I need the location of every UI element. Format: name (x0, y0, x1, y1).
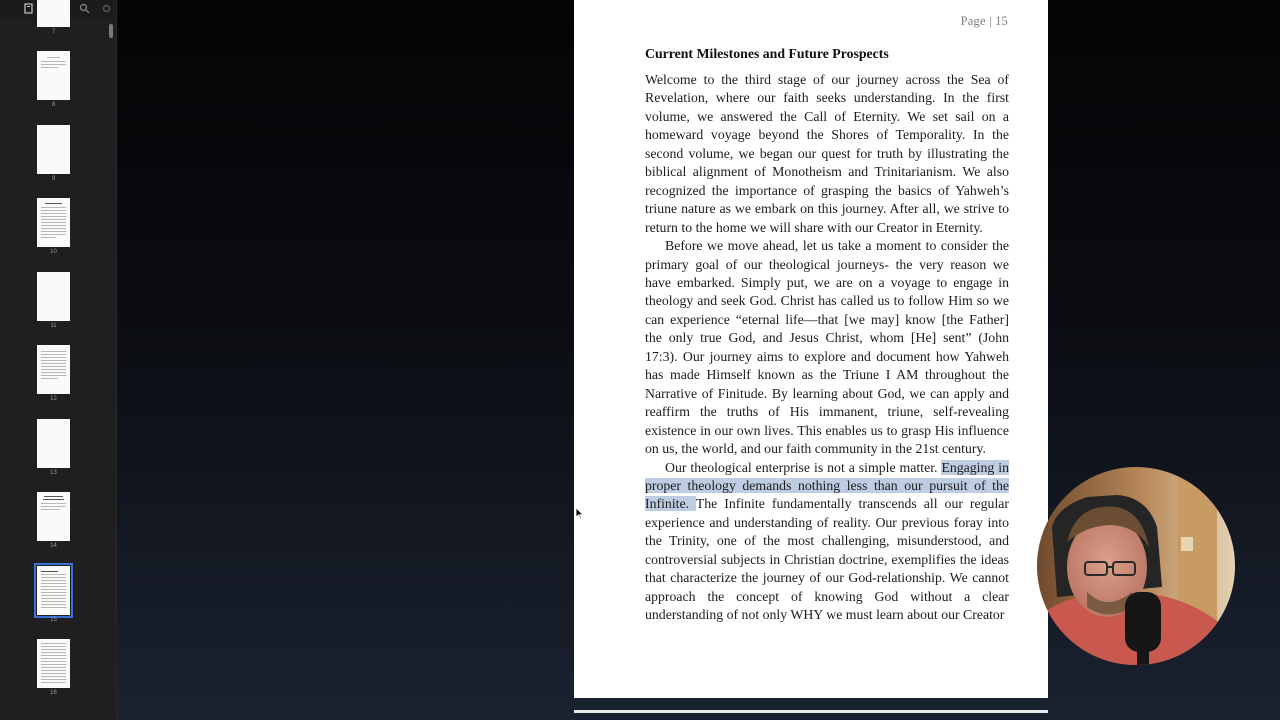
thumbnail-label: 15 (50, 617, 57, 623)
page-thumbnail-7[interactable] (37, 0, 70, 27)
document-page[interactable] (574, 0, 1048, 698)
presenter-video (1037, 467, 1235, 665)
page-thumbnail-14[interactable] (37, 492, 70, 541)
page-thumbnail-12[interactable] (37, 345, 70, 394)
thumbnail-sidebar (0, 0, 117, 720)
paragraph[interactable]: Before we move ahead, let us take a moment to consider the primary goal of our theological journeys- the very reason we have embarked. Simply put, we are on a voyage to engage in theology and seek God. Christ has called us to follow Him so we can experience “eternal life—that [we may] know [the Father] the only true God, and Jesus Christ, whom [He] sent” (John 17:3). Our journey aims to explore and document how Yahweh has made Himself known as the Triune I AM throughout the Narrative of Finitude. By learning about God, we can apply and reaffirm the truths of His immanent, triune, self-revealing existence in our own lives. This enables us to grasp His influence on us, the world, and our faith community in the 21st century. (645, 238, 1009, 457)
page-body[interactable] (645, 71, 1009, 625)
page-thumbnail-11[interactable] (37, 272, 70, 321)
sidebar-scrollbar[interactable] (109, 24, 113, 38)
thumbnail-label: 13 (50, 470, 57, 476)
thumbnail-label: 16 (50, 690, 57, 696)
thumbnail-label: 9 (51, 176, 56, 182)
thumbnail-label: 12 (50, 396, 57, 402)
page-thumbnail-16[interactable] (37, 639, 70, 688)
thumbnail-label: 14 (50, 543, 57, 549)
thumbnail-label: 10 (50, 249, 57, 255)
paragraph-text: The Infinite fundamentally transcends all our regular experience and understanding of reality. Our previous foray into the Trinity, one of the most challenging, misunderstood, and controversial subjects in Christian doctrine, exemplifies the ideas that characterize the journey of our God-relationship. We cannot approach the concept of knowing God without a clear understanding of not only WHY we must learn about our Creator (645, 496, 1009, 623)
paragraph[interactable] (645, 459, 1009, 625)
thumbnail-label: 11 (50, 323, 57, 329)
page-thumbnail-13[interactable] (37, 419, 70, 468)
webcam-overlay (1037, 467, 1235, 665)
page-number: Page | 15 (960, 14, 1008, 28)
thumbnails-icon[interactable] (23, 3, 34, 14)
section-heading: Current Milestones and Future Prospects (645, 46, 889, 61)
next-page-edge (574, 710, 1048, 713)
search-icon[interactable] (79, 3, 90, 14)
thumbnail-label: 8 (51, 102, 56, 108)
page-thumbnail-8[interactable] (37, 51, 70, 100)
page-thumbnail-10[interactable] (37, 198, 70, 247)
thumbnail-label: 7 (51, 29, 56, 35)
page-thumbnail-9[interactable] (37, 125, 70, 174)
paragraph-text: Our theological enterprise is not a simple matter. (665, 459, 942, 475)
settings-icon[interactable] (101, 3, 112, 14)
text-selection-highlight[interactable]: Engaging in proper theology demands nothing less than our pursuit of the Infinite. (645, 459, 1009, 512)
paragraph[interactable]: Welcome to the third stage of our journey across the Sea of Revelation, where our faith seeks understanding. In the first volume, we answered the Call of Eternity. We set sail on a homeward voyage beyond the Shores of Temporality. In the second volume, we began our quest for truth by illustrating the biblical alignment of Monotheism and Trinitarianism. We also recognized the importance of grasping the basics of Yahweh’s triune nature as we embark on this journey. After all, we strive to return to the home we will share with our Creator in Eternity. (645, 72, 1009, 235)
page-thumbnail-15[interactable] (37, 566, 70, 615)
